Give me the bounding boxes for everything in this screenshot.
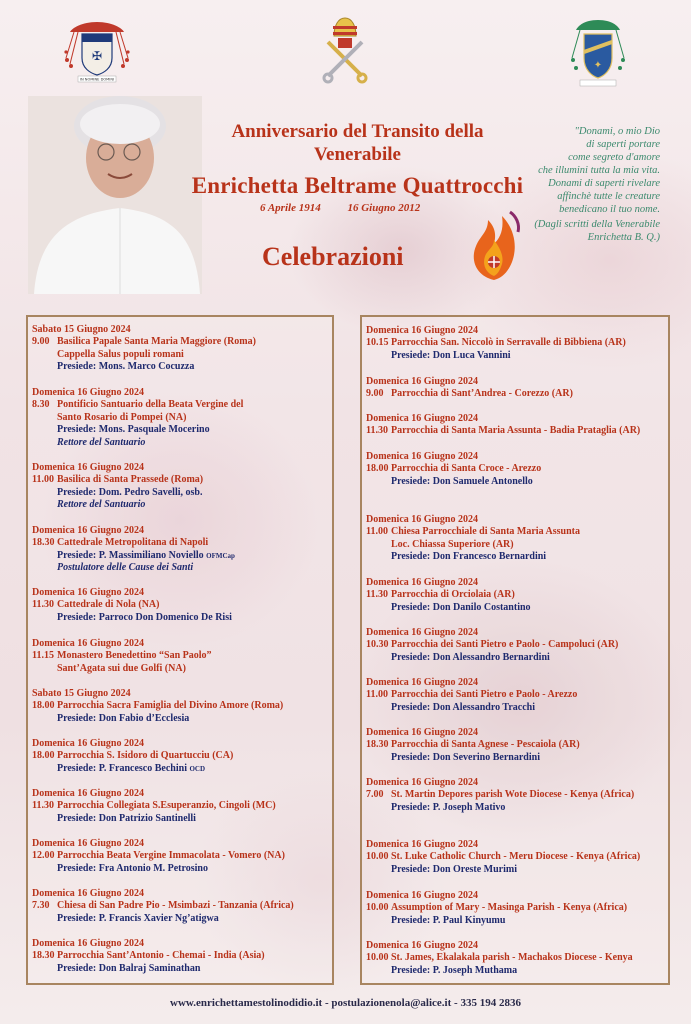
- birth-date: 6 Aprile 1914: [260, 202, 321, 214]
- celebration-entry: Domenica 16 Giugno 2024 10.00 Assumption of Mary - Masinga Parish - Kenya (Africa) Presiede: P. Paul Kinyumu: [366, 890, 628, 926]
- right-schedule-column: [360, 315, 670, 985]
- quote-line: affinchè tutte le creature: [557, 191, 660, 202]
- venerable-name: Enrichetta Beltrame Quattrocchi: [191, 173, 524, 198]
- celebration-entry: Domenica 16 Giugno 2024 18.30 Parrocchia Sant’Antonio - Chemai - India (Asia) Presiede: Don Balraj Saminathan: [32, 938, 265, 974]
- celebration-entry: Domenica 16 Giugno 2024 18.30 Cattedrale Metropolitana di Napoli Presiede: P. Massimiliano Noviello OFMCap Postulatore delle Cause dei Santi: [32, 525, 235, 574]
- celebration-entry: Domenica 16 Giugno 2024 7.30 Chiesa di San Padre Pio - Msimbazi - Tanzania (Africa) Presiede: P. Francis Xavier Ng’atigwa: [32, 888, 294, 924]
- section-title: Celebrazioni: [262, 242, 404, 271]
- quote-line: che illumini tutta la mia vita.: [538, 165, 660, 176]
- celebration-entry: Domenica 16 Giugno 2024 11.00 Parrocchia dei Santi Pietro e Paolo - Arezzo Presiede: Don Alessandro Tracchi: [366, 677, 578, 713]
- celebration-entry: Domenica 16 Giugno 2024 8.30 Pontificio Santuario della Beata Vergine del Santo Rosario di Pompei (NA) Presiede: Mons. Pasquale Mocerino Rettore del Santuario: [32, 387, 244, 448]
- celebration-entry: Domenica 16 Giugno 2024 9.00 Parrocchia di Sant’Andrea - Corezzo (AR): [366, 376, 573, 400]
- svg-text:✦: ✦: [593, 60, 603, 71]
- celebration-entry: Domenica 16 Giugno 2024 7.00 St. Martin Depores parish Wote Diocese - Kenya (Africa) Presiede: P. Joseph Mativo: [366, 777, 635, 813]
- celebration-entry: Sabato 15 Giugno 2024 9.00 Basilica Papale Santa Maria Maggiore (Roma) Cappella Salus populi romani Presiede: Mons. Marco Cocuzza: [32, 324, 256, 373]
- life-dates: [260, 202, 450, 214]
- quote-source: (Dagli scritti della Venerabile: [534, 219, 660, 230]
- left-schedule-column: [26, 315, 334, 985]
- title: Anniversario del Transito della Venerabile: [231, 121, 484, 165]
- celebration-entry: Domenica 16 Giugno 2024 11.00 Chiesa Parrocchiale di Santa Maria Assunta Loc. Chiassa Superiore (AR) Presiede: Don Francesco Bernardini: [366, 514, 580, 563]
- celebration-entry: Domenica 16 Giugno 2024 11.30 Cattedrale di Nola (NA) Presiede: Parroco Don Domenico De Risi: [32, 587, 232, 623]
- celebration-entry: Domenica 16 Giugno 2024 18.00 Parrocchia S. Isidoro di Quartucciu (CA) Presiede: P. Francesco Bechini OCD: [32, 738, 234, 774]
- crest-motto: IN NOMINE DOMINI: [79, 77, 115, 82]
- celebration-entry: Domenica 16 Giugno 2024 11.15 Monastero Benedettino “San Paolo” Sant’Agata sui due Golfi (NA): [32, 638, 212, 674]
- celebration-entry: Domenica 16 Giugno 2024 18.00 Parrocchia di Santa Croce - Arezzo Presiede: Don Samuele Antonello: [366, 451, 542, 487]
- quote-line: come segreto d'amore: [568, 152, 660, 163]
- celebration-entry: Domenica 16 Giugno 2024 11.30 Parrocchia di Santa Maria Assunta - Badia Prataglia (AR): [366, 413, 641, 437]
- quote-source: Enrichetta B. Q.): [587, 232, 660, 243]
- celebration-entry: Domenica 16 Giugno 2024 10.15 Parrocchia San. Niccolò in Serravalle di Bibbiena (AR) Presiede: Don Luca Vannini: [366, 325, 626, 361]
- portrait-photo: [28, 96, 202, 294]
- quote-line: di saperti portare: [586, 139, 660, 150]
- quote-line: "Donami, o mio Dio: [574, 126, 660, 137]
- celebration-entry: Sabato 15 Giugno 2024 18.00 Parrocchia Sacra Famiglia del Divino Amore (Roma) Presiede: Don Fabio d’Ecclesia: [32, 688, 284, 724]
- death-date: 16 Giugno 2012: [347, 202, 421, 214]
- cardinal-coat-of-arms-icon: [62, 18, 132, 84]
- celebration-entry: Domenica 16 Giugno 2024 10.00 St. Luke Catholic Church - Meru Diocese - Kenya (Africa) Presiede: Don Oreste Murimi: [366, 839, 641, 875]
- celebration-entry: Domenica 16 Giugno 2024 11.30 Parrocchia Collegiata S.Esuperanzio, Cingoli (MC) Presiede: Don Patrizio Santinelli: [32, 788, 276, 824]
- celebration-entry: Domenica 16 Giugno 2024 10.30 Parrocchia dei Santi Pietro e Paolo - Campoluci (AR) Presiede: Don Alessandro Bernardini: [366, 627, 619, 663]
- celebration-entry: Domenica 16 Giugno 2024 11.00 Basilica di Santa Prassede (Roma) Presiede: Dom. Pedro Savelli, osb. Rettore del Santuario: [32, 462, 204, 511]
- quote-block: [500, 125, 660, 244]
- contact-footer: www.enrichettamestolinodidio.it - postulazionenola@alice.it - 335 194 2836: [170, 997, 521, 1009]
- bishop-coat-of-arms-icon: [568, 18, 628, 90]
- quote-line: benedicano il tuo nome.: [559, 204, 660, 215]
- celebration-entry: Domenica 16 Giugno 2024 12.00 Parrocchia Beata Vergine Immacolata - Vomero (NA) Presiede: Fra Antonio M. Petrosino: [32, 838, 285, 874]
- papal-keys-icon: [318, 16, 372, 84]
- celebration-entry: Domenica 16 Giugno 2024 18.30 Parrocchia di Santa Agnese - Pescaiola (AR) Presiede: Don Severino Bernardini: [366, 727, 580, 763]
- celebration-entry: Domenica 16 Giugno 2024 10.00 St. James, Ekalakala parish - Machakos Diocese - Kenya Presiede: P. Joseph Muthama: [366, 940, 633, 976]
- celebration-entry: Domenica 16 Giugno 2024 11.30 Parrocchia di Orciolaia (AR) Presiede: Don Danilo Costantino: [366, 577, 531, 613]
- quote-line: Donami di saperti rivelare: [548, 178, 660, 189]
- svg-text:✠: ✠: [91, 49, 103, 63]
